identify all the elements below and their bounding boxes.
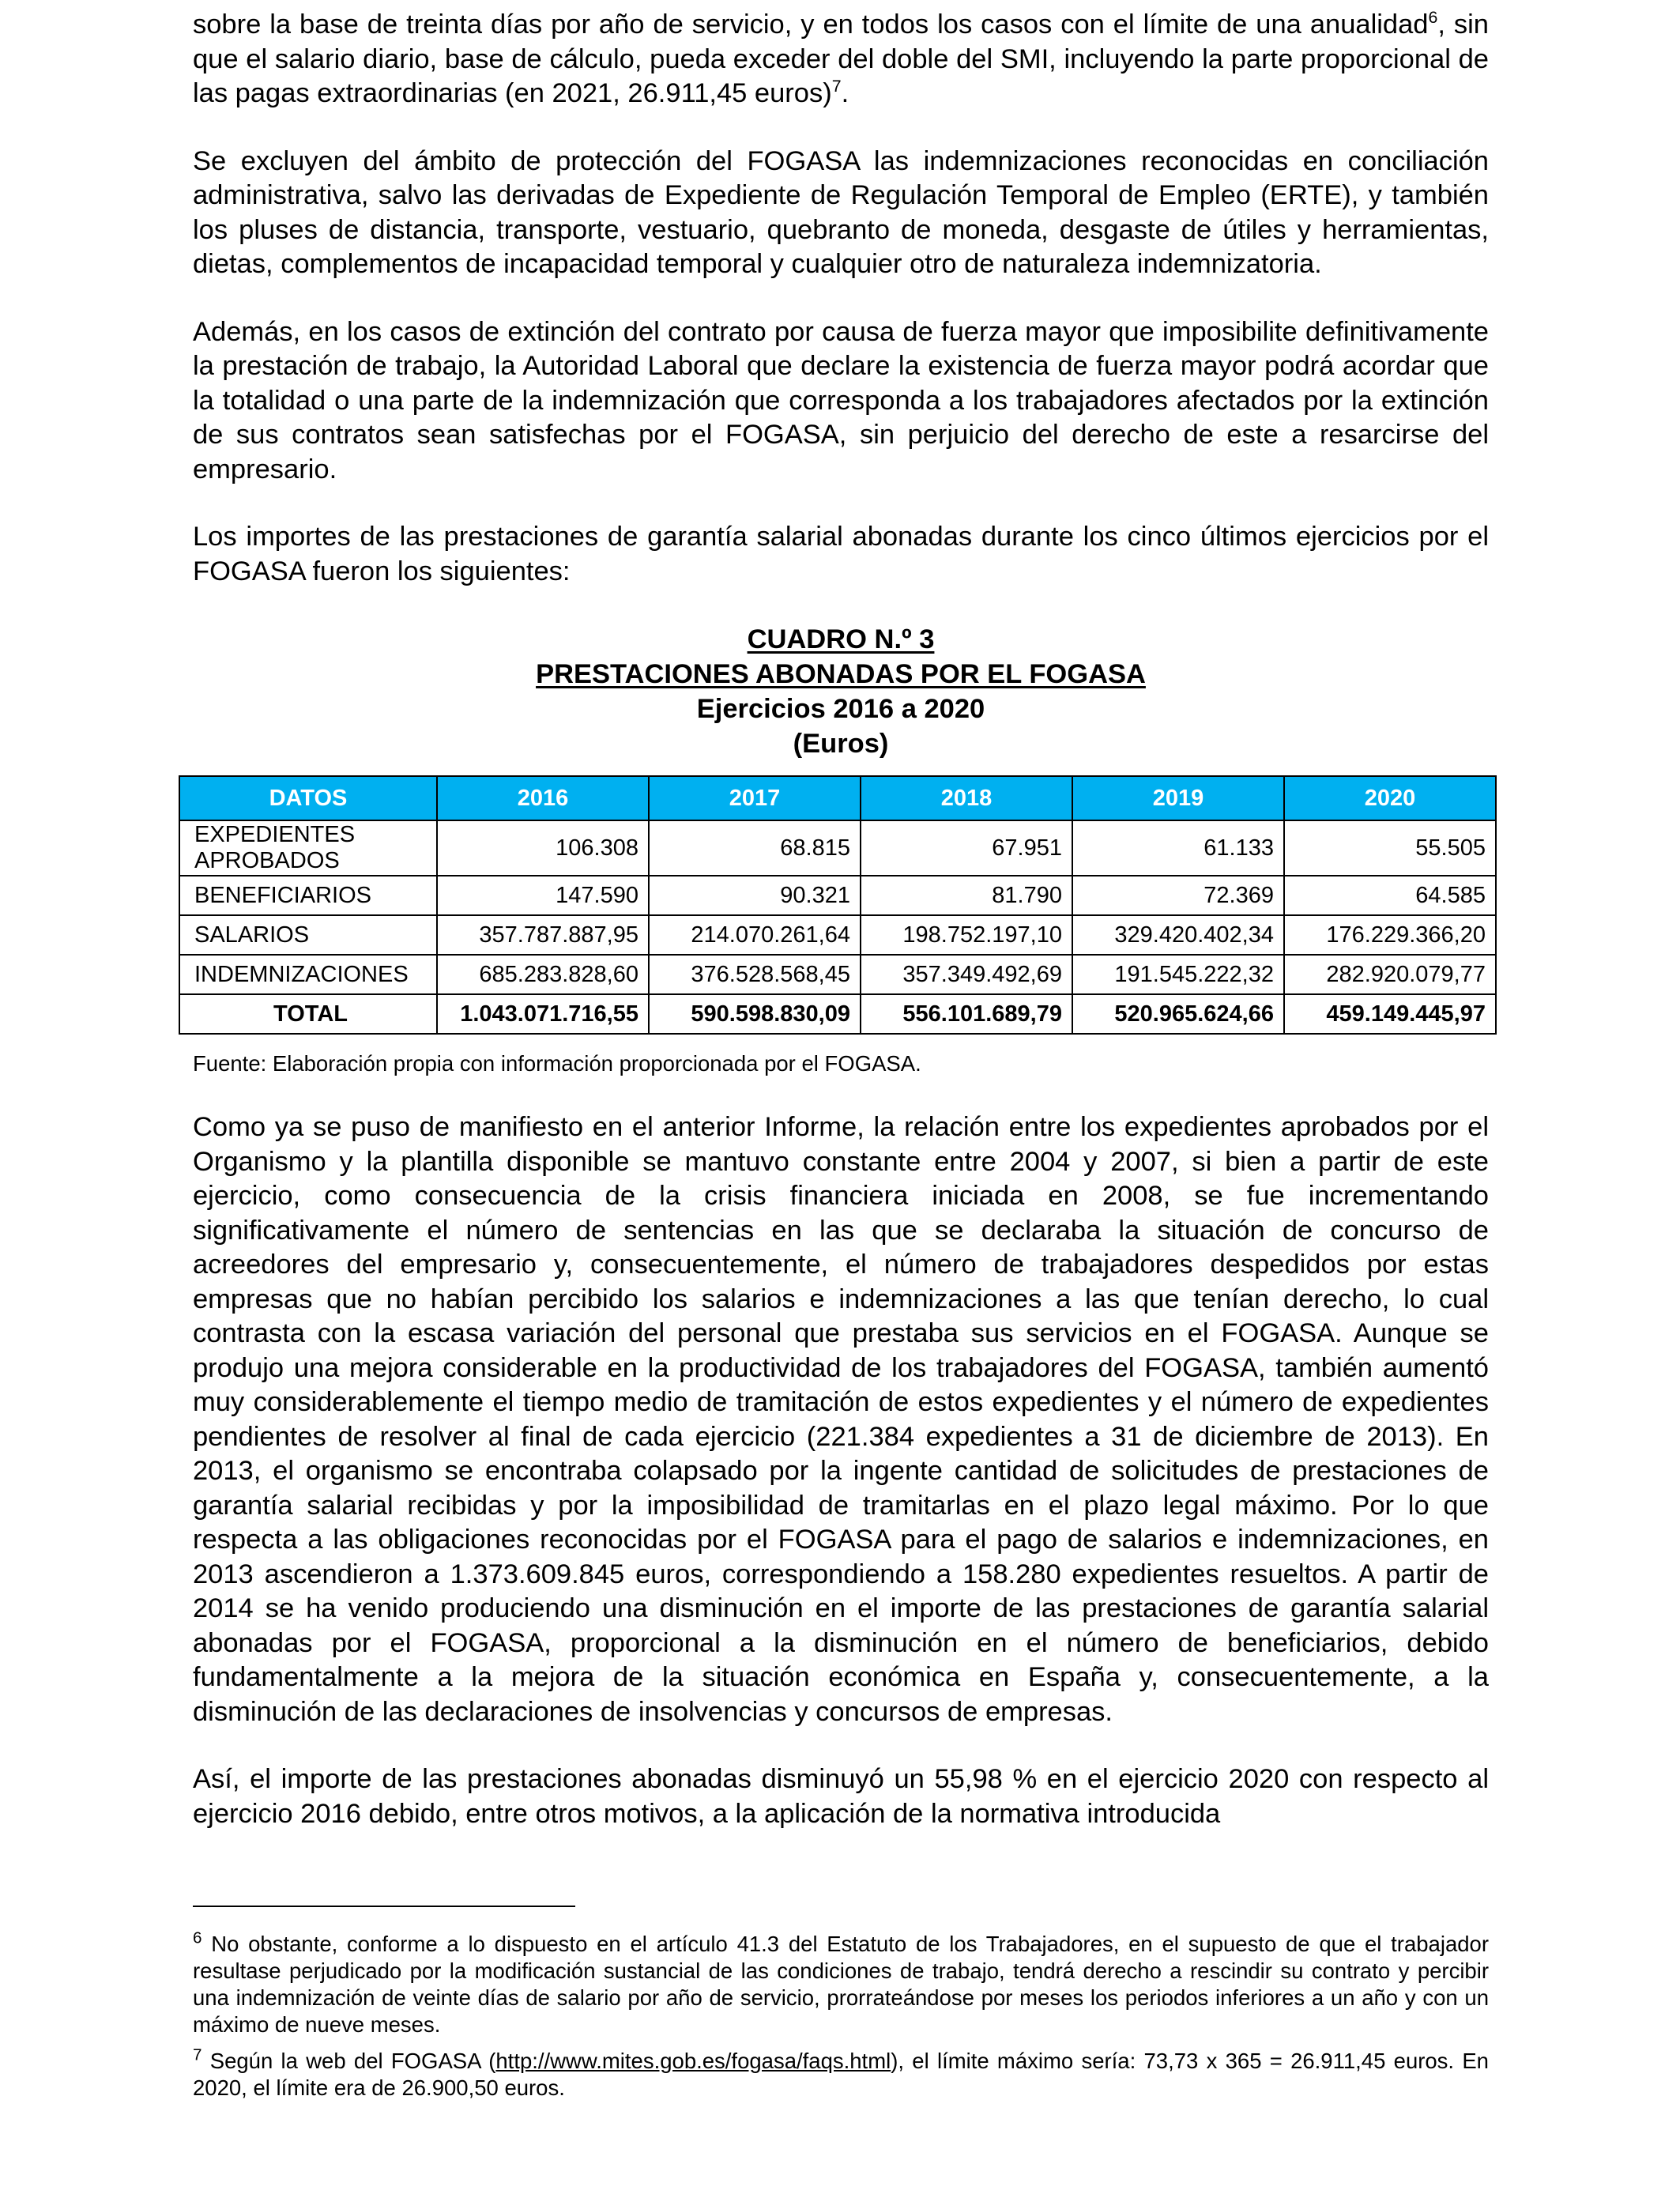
fogasa-faq-link[interactable]: http://www.mites.gob.es/fogasa/faqs.html [495, 2049, 891, 2073]
row-label: SALARIOS [179, 915, 437, 955]
cell: 214.070.261,64 [649, 915, 861, 955]
cell: 81.790 [861, 876, 1072, 915]
table-row [179, 820, 1496, 876]
table-title-name: PRESTACIONES ABONADAS POR EL FOGASA [536, 659, 1146, 689]
table-title-number: CUADRO N.º 3 [747, 624, 935, 654]
footnote-7-number: 7 [193, 2045, 202, 2064]
cell: 357.349.492,69 [861, 955, 1072, 994]
cell: 191.545.222,32 [1072, 955, 1284, 994]
table-source: Fuente: Elaboración propia con información proporcionada por el FOGASA. [193, 1051, 921, 1076]
prestaciones-table [179, 775, 1497, 1035]
cell: 556.101.689,79 [861, 994, 1072, 1034]
table-title [193, 622, 1489, 761]
cell: 1.043.071.716,55 [437, 994, 649, 1034]
row-label: BENEFICIARIOS [179, 876, 437, 915]
cell: 90.321 [649, 876, 861, 915]
cell: 459.149.445,97 [1284, 994, 1496, 1034]
cell: 147.590 [437, 876, 649, 915]
paragraph-1 [193, 8, 1489, 111]
paragraph-5: Como ya se puso de manifiesto en el anterior Informe, la relación entre los expedientes aprobados por el Organismo y la plantilla disponible se mantuvo constante entre 2004 y 2007, si bien a partir de este ejercicio, como consecuencia de la crisis financiera iniciada en 2008, se fue incrementando significativamente el número de sentencias en las que se declaraba la situación de concurso de acreedores del empresario y, consecuentemente, el número de trabajadores despedidos por estas empresas que no habían percibido los salarios e indemnizaciones a las que tenían derecho, lo cual contrasta con la escasa variación del personal que prestaba sus servicios en el FOGASA. Aunque se produjo una mejora considerable en la productividad de los trabajadores del FOGASA, también aumentó muy considerablemente el tiempo medio de tramitación de estos expedientes y el número de expedientes pendientes de resolver al final de cada ejercicio (221.384 expedientes a 31 de diciembre de 2013). En 2013, el organismo se encontraba colapsado por la ingente cantidad de solicitudes de prestaciones de garantía salarial recibidas y por la imposibilidad de tramitarlas en el plazo legal máximo. Por lo que respecta a las obligaciones reconocidas por el FOGASA para el pago de salarios e indemnizaciones, en 2013 ascendieron a 1.373.609.845 euros, correspondiendo a 158.280 expedientes resueltos. A partir de 2014 se ha venido produciendo una disminución en el importe de las prestaciones de garantía salarial abonadas por el FOGASA, proporcional a la disminución en el número de beneficiarios, debido fundamentalmente a la mejora de la situación económica en España y, consecuentemente, a la disminución de las declaraciones de insolvencias y concursos de empresas. [193, 1112, 1489, 1727]
footnote-6-text: No obstante, conforme a lo dispuesto en el artículo 41.3 del Estatuto de los Trabajadores, en el supuesto de que el trabajador resultase perjudicado por la modificación sustancial de las condiciones de trabajo, tendrá derecho a rescindir su contrato y percibir una indemnización de veinte días de salario por año de servicio, prorrateándose por meses los periodos inferiores a un año y con un máximo de nueve meses. [193, 1932, 1489, 2037]
table-title-unit: (Euros) [793, 729, 889, 759]
cell: 176.229.366,20 [1284, 915, 1496, 955]
cell: 685.283.828,60 [437, 955, 649, 994]
cell: 376.528.568,45 [649, 955, 861, 994]
footnote-divider [193, 1906, 575, 1907]
paragraph-2: Se excluyen del ámbito de protección del FOGASA las indemnizaciones reconocidas en conciliación administrativa, salvo las derivadas de Expediente de Regulación Temporal de Empleo (ERTE), y también los pluses de distancia, transporte, vestuario, quebranto de moneda, desgaste de útiles y herramientas, dietas, complementos de incapacidad temporal y cualquier otro de naturaleza indemnizatoria. [193, 145, 1489, 279]
header-datos: DATOS [179, 776, 437, 820]
row-label: EXPEDIENTES APROBADOS [179, 820, 437, 876]
table-row [179, 955, 1496, 994]
table-title-period: Ejercicios 2016 a 2020 [696, 694, 985, 724]
header-2016: 2016 [437, 776, 649, 820]
cell: 106.308 [437, 820, 649, 876]
footnote-ref-7[interactable]: 7 [831, 77, 842, 96]
table-row [179, 876, 1496, 915]
table-total-row [179, 994, 1496, 1034]
cell: 282.920.079,77 [1284, 955, 1496, 994]
footnote-ref-6[interactable]: 6 [1428, 8, 1438, 28]
cell: 61.133 [1072, 820, 1284, 876]
header-2020: 2020 [1284, 776, 1496, 820]
header-2019: 2019 [1072, 776, 1284, 820]
paragraph-1-text-c: . [841, 78, 849, 108]
table-header-row [179, 776, 1496, 820]
cell: 520.965.624,66 [1072, 994, 1284, 1034]
cell: 329.420.402,34 [1072, 915, 1284, 955]
footnote-7-text-a: Según la web del FOGASA ( [202, 2049, 496, 2073]
paragraph-1-text-a: sobre la base de treinta días por año de servicio, y en todos los casos con el límite de una anualidad [193, 9, 1429, 40]
header-2017: 2017 [649, 776, 861, 820]
table-row [179, 915, 1496, 955]
row-label: TOTAL [179, 994, 437, 1034]
paragraph-3: Además, en los casos de extinción del contrato por causa de fuerza mayor que imposibilite definitivamente la prestación de trabajo, la Autoridad Laboral que declare la existencia de fuerza mayor podrá acordar que la totalidad o una parte de la indemnización que corresponda a los trabajadores afectados por la extinción de sus contratos sean satisfechas por el FOGASA, sin perjuicio del derecho de este a resarcirse del empresario. [193, 316, 1489, 484]
cell: 357.787.887,95 [437, 915, 649, 955]
footnote-7 [193, 2045, 1489, 2102]
cell: 64.585 [1284, 876, 1496, 915]
cell: 55.505 [1284, 820, 1496, 876]
paragraph-4: Los importes de las prestaciones de garantía salarial abonadas durante los cinco últimos ejercicios por el FOGASA fueron los siguientes: [193, 522, 1489, 586]
footnote-7-text-b: ), el límite máximo sería: 73,73 x 365 = 26.911,45 euros. En 2020, el límite era de 26.900,50 euros. [193, 2049, 1489, 2100]
paragraph-1-text-b: , sin que el salario diario, base de cálculo, pueda exceder del doble del SMI, incluyendo la parte proporcional de las pagas extraordinarias (en 2021, 26.911,45 euros) [193, 9, 1489, 108]
row-label: INDEMNIZACIONES [179, 955, 437, 994]
document-page [193, 8, 1489, 2111]
cell: 67.951 [861, 820, 1072, 876]
footnote-6-number: 6 [193, 1928, 202, 1947]
cell: 198.752.197,10 [861, 915, 1072, 955]
header-2018: 2018 [861, 776, 1072, 820]
footnote-6 [193, 1928, 1489, 2038]
cell: 72.369 [1072, 876, 1284, 915]
cell: 590.598.830,09 [649, 994, 861, 1034]
cell: 68.815 [649, 820, 861, 876]
paragraph-6: Así, el importe de las prestaciones abonadas disminuyó un 55,98 % en el ejercicio 2020 con respecto al ejercicio 2016 debido, entre otros motivos, a la aplicación de la normativa introducida [193, 1764, 1489, 1829]
